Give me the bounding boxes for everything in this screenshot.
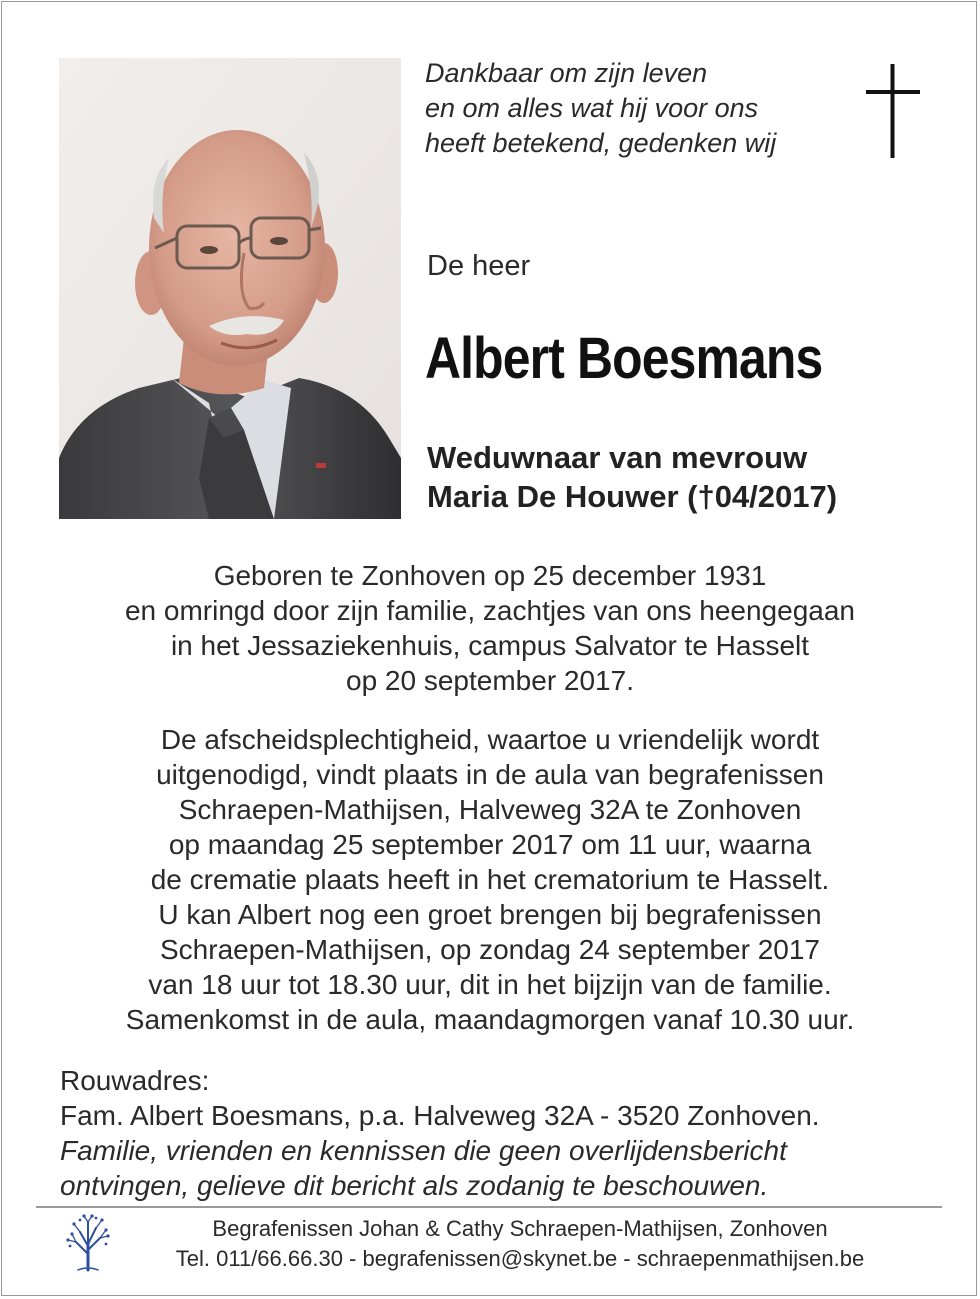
mourning-address (60, 1063, 820, 1203)
address-line: Fam. Albert Boesmans, p.a. Halveweg 32A - 3520 Zonhoven. (60, 1100, 820, 1131)
paragraph-line: Samenkomst in de aula, maandagmorgen vanaf 10.30 uur. (125, 1004, 855, 1035)
footer-contact: Tel. 011/66.66.30 - begrafenissen@skynet.be - schraepenmathijsen.be (175, 1246, 865, 1271)
paragraph-line: de crematie plaats heeft in het crematorium te Hasselt. (150, 864, 830, 895)
tree-logo-icon (62, 1214, 114, 1272)
tribute-line: Dankbaar om zijn leven (425, 58, 708, 88)
deceased-name: Albert Boesmans (425, 326, 823, 391)
ceremony-paragraph (40, 722, 940, 1037)
paragraph-line: Schraepen-Mathijsen, op zondag 24 september 2017 (160, 934, 820, 965)
paragraph-line: Schraepen-Mathijsen, Halveweg 32A te Zonhoven (178, 794, 802, 825)
paragraph-line: in het Jessaziekenhuis, campus Salvator te Hasselt (170, 630, 810, 661)
title: De heer (427, 250, 531, 282)
address-note-line: Familie, vrienden en kennissen die geen overlijdensbericht (60, 1135, 787, 1166)
address-note-line: ontvingen, gelieve dit bericht als zodanig te beschouwen. (60, 1170, 769, 1201)
divider (36, 1206, 942, 1208)
footer-company: Begrafenissen Johan & Cathy Schraepen-Mathijsen, Zonhoven (212, 1216, 828, 1241)
cross-icon (866, 64, 920, 158)
portrait-photo (59, 58, 401, 519)
tribute-line: heeft betekend, gedenken wij (425, 128, 777, 158)
paragraph-line: uitgenodigd, vindt plaats in de aula van begrafenissen (156, 759, 824, 790)
paragraph-line: op 20 september 2017. (346, 665, 634, 696)
paragraph-line: U kan Albert nog een groet brengen bij begrafenissen (158, 899, 822, 930)
address-label: Rouwadres: (60, 1065, 210, 1096)
paragraph-line: van 18 uur tot 18.30 uur, dit in het bijzijn van de familie. (148, 969, 832, 1000)
paragraph-line: op maandag 25 september 2017 om 11 uur, waarna (168, 829, 812, 860)
paragraph-line: en omringd door zijn familie, zachtjes van ons heengegaan (124, 595, 855, 626)
birth-paragraph (40, 558, 940, 698)
widow-line: Weduwnaar van mevrouw (427, 440, 808, 475)
paragraph-line: Geboren te Zonhoven op 25 december 1931 (213, 560, 767, 591)
tribute-text (425, 56, 776, 161)
paragraph-line: De afscheidsplechtigheid, waartoe u vriendelijk wordt (160, 724, 820, 755)
tribute-line: en om alles wat hij voor ons (425, 93, 759, 123)
widow-info (427, 438, 837, 516)
widow-line: Maria De Houwer (†04/2017) (427, 479, 838, 514)
funeral-home-footer (120, 1214, 920, 1274)
